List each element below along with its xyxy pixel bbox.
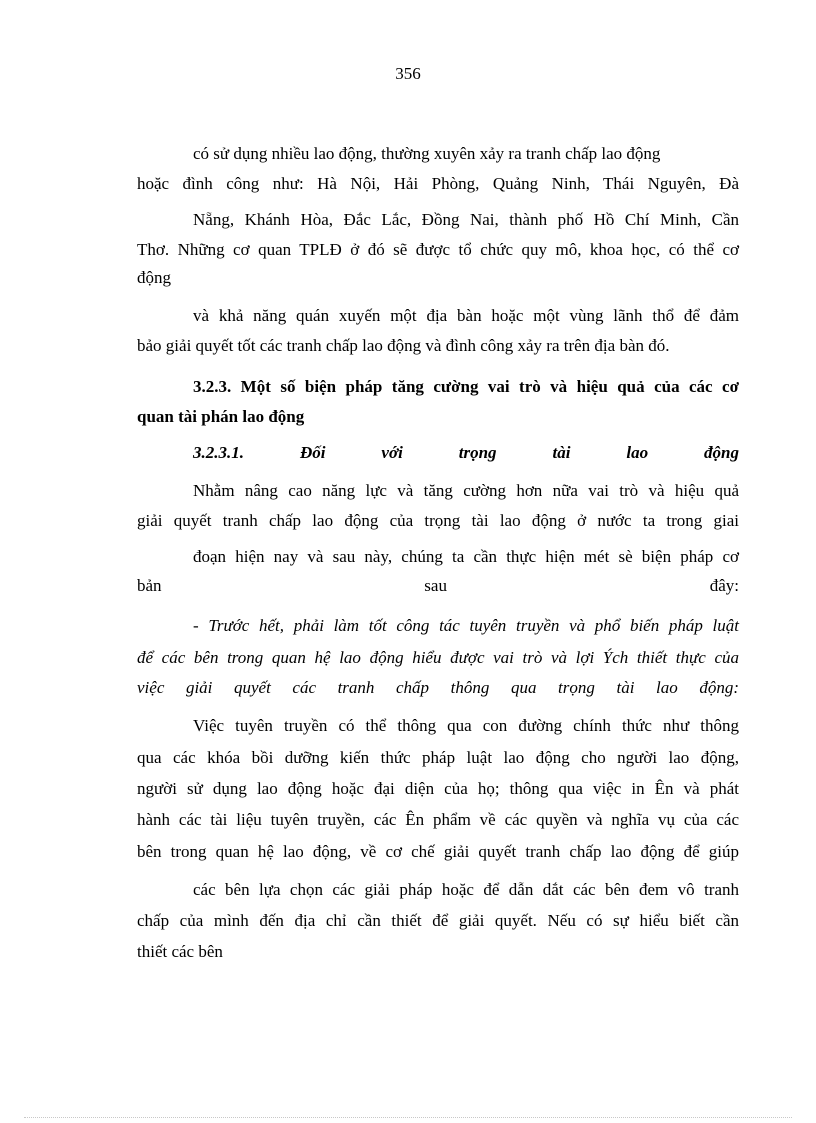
text-line: - Trước hết, phải làm tốt công tác tuyên truyền và phổ biến pháp luật xyxy=(193,616,739,635)
text-line: người sử dụng lao động hoặc đại diện của họ; thông qua việc in Ên và phát xyxy=(137,779,739,798)
text-line: hành các tài liệu tuyên truyền, các Ên phẩm về các quyền và nghĩa vụ của các xyxy=(137,810,739,829)
text-line: Nhằm nâng cao năng lực và tăng cường hơn nữa vai trò và hiệu quả xyxy=(193,481,739,500)
text-line: việc giải quyết các tranh chấp thông qua trọng tài lao động: xyxy=(137,678,739,697)
text-line: hoặc đình công như: Hà Nội, Hải Phòng, Quảng Ninh, Thái Nguyên, Đà xyxy=(137,174,739,193)
text-line: bên trong quan hệ lao động, về cơ chế giải quyết tranh chấp lao động để giúp xyxy=(137,842,739,861)
text-line: các bên lựa chọn các giải pháp hoặc để dẫn dắt các bên đem vô tranh xyxy=(193,880,739,899)
section-heading: quan tài phán lao động xyxy=(137,407,305,426)
text-line: Việc tuyên truyền có thể thông qua con đường chính thức như thông xyxy=(193,716,739,735)
text-line: đoạn hiện nay và sau này, chúng ta cần thực hiện mét sè biện pháp cơ xyxy=(193,547,739,566)
text-line: có sử dụng nhiều lao động, thường xuyên xảy ra tranh chấp lao động xyxy=(193,144,661,163)
page-number: 356 xyxy=(395,64,421,83)
text-line: Thơ. Những cơ quan TPLĐ ở đó sẽ được tổ chức quy mô, khoa học, có thể cơ xyxy=(137,240,739,259)
text-line: giải quyết tranh chấp lao động của trọng tài lao động ở nước ta trong giai xyxy=(137,511,739,530)
text-line: qua các khóa bồi dưỡng kiến thức pháp luật lao động cho người lao động, xyxy=(137,748,739,767)
subsection-heading: 3.2.3.1. Đối với trọng tài lao động xyxy=(193,443,739,462)
text-line: thiết các bên xyxy=(137,942,223,961)
text-line: bảo giải quyết tốt các tranh chấp lao động và đình công xảy ra trên địa bàn đó. xyxy=(137,336,670,355)
page-bottom-divider xyxy=(24,1117,792,1118)
text-line: Nẵng, Khánh Hòa, Đắc Lắc, Đồng Nai, thành phố Hồ Chí Minh, Cần xyxy=(193,210,739,229)
text-line: chấp của mình đến địa chỉ cần thiết để giải quyết. Nếu có sự hiểu biết cần xyxy=(137,911,739,930)
text-line: và khả năng quán xuyến một địa bàn hoặc một vùng lãnh thổ để đảm xyxy=(193,306,739,325)
text-line: để các bên trong quan hệ lao động hiểu được vai trò và lợi Ých thiết thực của xyxy=(137,648,739,667)
text-line: động xyxy=(137,268,171,287)
section-heading: 3.2.3. Một số biện pháp tăng cường vai trò và hiệu quả của các cơ xyxy=(193,377,739,396)
text-line: bản sau đây: xyxy=(137,576,739,595)
